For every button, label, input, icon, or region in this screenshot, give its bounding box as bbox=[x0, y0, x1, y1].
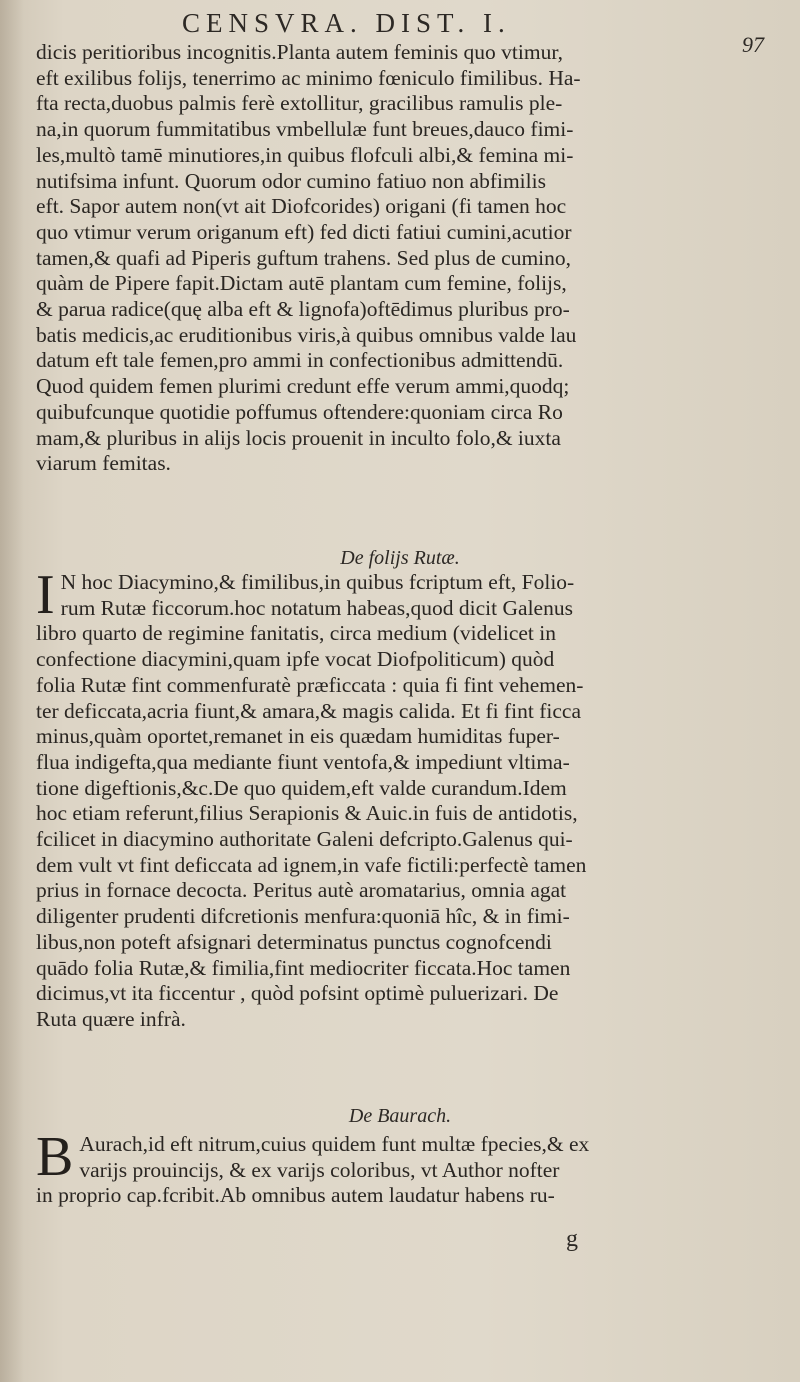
text-line: dem vult vt fint deficcata ad ignem,in vafe fictili:perfectè tamen bbox=[36, 852, 587, 877]
text-line: Aurach,id eft nitrum,cuius quidem funt multæ fpecies,& ex bbox=[79, 1132, 590, 1156]
text-line: fcilicet in diacymino authoritate Galeni defcripto.Galenus qui- bbox=[36, 827, 573, 852]
text-line: quo vtimur verum origanum eft) fed dicti fatiui cumini,acutior bbox=[36, 219, 572, 244]
running-head-title: CENSVRA. DIST. I. bbox=[182, 8, 511, 38]
text-line: & parua radice(quę alba eft & lignofa)oftēdimus pluribus pro- bbox=[36, 297, 570, 322]
text-line: datum eft tale femen,pro ammi in confectionibus admittendū. bbox=[36, 348, 564, 373]
text-line: diligenter prudenti difcretionis menfura:quoniā hîc, & in fimi- bbox=[36, 904, 570, 929]
text-line: les,multò tamē minutiores,in quibus flofculi albi,& femina mi- bbox=[36, 142, 574, 167]
paragraph-baurach bbox=[36, 1126, 748, 1209]
text-line: nutifsima infunt. Quorum odor cumino fatiuo non abfimilis bbox=[36, 168, 546, 193]
text-line: hoc etiam referunt,filius Serapionis & Auic.in fuis de antidotis, bbox=[36, 801, 578, 826]
text-line: mam,& pluribus in alijs locis prouenit in inculto folo,& iuxta bbox=[36, 425, 561, 450]
text-line: libro quarto de regimine fanitatis, circa medium (videlicet in bbox=[36, 621, 556, 646]
text-line: folia Rutæ fint commenfuratè præficcata : quia fi fint vehemen- bbox=[36, 672, 584, 697]
text-line: fta recta,duobus palmis ferè extollitur, gracilibus ramulis ple- bbox=[36, 91, 563, 116]
text-line: tamen,& quafi ad Piperis guftum trahens. Sed plus de cumino, bbox=[36, 245, 572, 270]
text-line: eft exilibus folijs, tenerrimo ac minimo fœniculo fimilibus. Ha- bbox=[36, 65, 581, 90]
text-line: quibufcunque quotidie poffumus oftendere:quoniam circa Ro bbox=[36, 399, 563, 424]
text-line: dicis peritioribus incognitis.Planta autem feminis quo vtimur, bbox=[36, 40, 564, 64]
section-heading-baurach: De Baurach. bbox=[348, 1105, 452, 1127]
text-line: in proprio cap.fcribit.Ab omnibus autem laudatur habens ru- bbox=[36, 1183, 555, 1208]
text-line: eft. Sapor autem non(vt ait Diofcorides) origani (fi tamen hoc bbox=[36, 194, 567, 219]
section-heading-ruta: De folijs Rutæ. bbox=[340, 547, 460, 569]
drop-cap: B bbox=[36, 1126, 74, 1188]
page-number: 97 bbox=[742, 32, 764, 57]
text-line: tione digeftionis,&c.De quo quidem,eft valde curandum.Idem bbox=[36, 775, 567, 800]
text-line: flua indigefta,qua mediante fiunt ventofa,& impediunt vltima- bbox=[36, 749, 570, 774]
text-line: varijs prouincijs, & ex varijs coloribus, vt Author nofter bbox=[79, 1157, 560, 1182]
paragraph-ammi bbox=[36, 40, 748, 477]
text-line: quādo folia Rutæ,& fimilia,fint mediocriter ficcata.Hoc tamen bbox=[36, 955, 571, 980]
text-line: viarum femitas. bbox=[36, 451, 171, 476]
text-line: confectione diacymini,quam ipfe vocat Diofpoliticum) quòd bbox=[36, 647, 555, 672]
text-line: quàm de Pipere fapit.Dictam autē plantam cum femine, folijs, bbox=[36, 271, 567, 296]
text-line: prius in fornace decocta. Peritus autè aromatarius, omnia agat bbox=[36, 878, 567, 903]
text-line: na,in quorum fummitatibus vmbellulæ funt breues,dauco fimi- bbox=[36, 117, 574, 142]
text-line: Quod quidem femen plurimi credunt effe verum ammi,quodq; bbox=[36, 374, 570, 399]
gutter-shadow bbox=[0, 0, 24, 1382]
text-line: rum Rutæ ficcorum.hoc notatum habeas,quod dicit Galenus bbox=[60, 595, 573, 620]
text-line: ter deficcata,acria fiunt,& amara,& magis calida. Et fi fint ficca bbox=[36, 698, 581, 723]
text-line: libus,non poteft afsignari determinatus punctus cognofcendi bbox=[36, 929, 552, 954]
paragraph-ruta bbox=[36, 564, 748, 1033]
text-line: minus,quàm oportet,remanet in eis quædam humiditas fuper- bbox=[36, 724, 560, 749]
text-line: Ruta quære infrà. bbox=[36, 1006, 186, 1031]
text-line: dicimus,vt ita ficcentur , quòd pofsint optimè puluerizari. De bbox=[36, 981, 559, 1006]
drop-cap: I bbox=[36, 564, 55, 626]
text-line: batis medicis,ac eruditionibus viris,à quibus omnibus valde lau bbox=[36, 322, 577, 347]
signature-mark: g bbox=[566, 1226, 578, 1252]
text-line: N hoc Diacymino,& fimilibus,in quibus fcriptum eft, Folio- bbox=[60, 570, 575, 594]
